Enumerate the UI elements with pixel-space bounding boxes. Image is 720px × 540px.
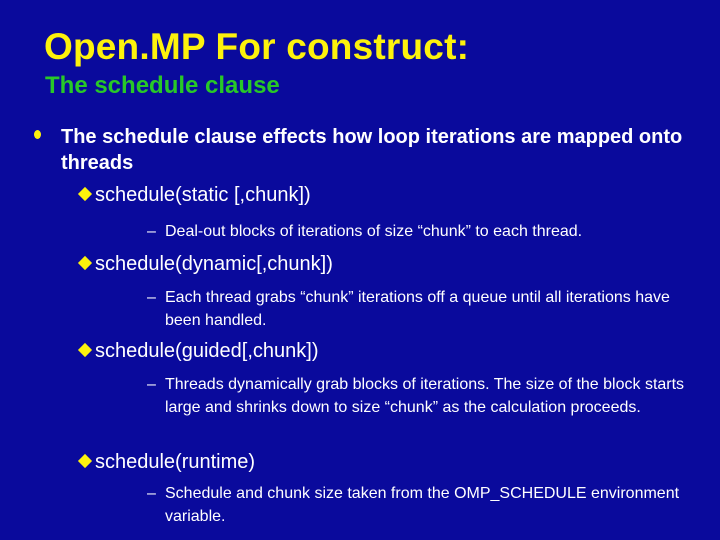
main-bullet-text: The schedule clause effects how loop iterations are mapped onto threads (61, 126, 683, 174)
schedule-runtime-desc-text: Schedule and chunk size taken from the OMP_SCHEDULE environment variable. (165, 485, 680, 525)
schedule-static-item (77, 184, 311, 207)
schedule-guided-item (77, 340, 318, 363)
diamond-bullet-icon (78, 187, 92, 201)
schedule-dynamic-desc (147, 286, 692, 332)
bullet-dot-icon (34, 130, 41, 139)
schedule-dynamic-item (77, 253, 333, 276)
dash-bullet: – (147, 223, 156, 240)
schedule-runtime-label: schedule(runtime) (95, 451, 256, 473)
schedule-dynamic-desc-text: Each thread grabs “chunk” iterations off a queue until all iterations have been handled. (165, 289, 670, 329)
diamond-bullet-icon (78, 256, 92, 270)
schedule-static-desc-text: Deal-out blocks of iterations of size “chunk” to each thread. (165, 223, 583, 240)
dash-bullet: – (147, 485, 156, 502)
schedule-guided-desc-text: Threads dynamically grab blocks of iterations. The size of the block starts large and shrinks down to size “chunk” as the calculation proceeds. (165, 376, 685, 416)
schedule-dynamic-label: schedule(dynamic[,chunk]) (95, 253, 333, 275)
dash-bullet: – (147, 289, 156, 306)
schedule-static-desc (147, 220, 692, 243)
schedule-runtime-desc (147, 482, 692, 528)
schedule-guided-desc (147, 373, 692, 419)
slide-subtitle: The schedule clause (45, 72, 280, 99)
diamond-bullet-icon (78, 343, 92, 357)
slide-title: Open.MP For construct: (44, 26, 470, 67)
schedule-static-label: schedule(static [,chunk]) (95, 184, 311, 206)
diamond-bullet-icon (78, 454, 92, 468)
schedule-guided-label: schedule(guided[,chunk]) (95, 340, 319, 362)
dash-bullet: – (147, 376, 156, 393)
schedule-runtime-item (77, 451, 255, 474)
